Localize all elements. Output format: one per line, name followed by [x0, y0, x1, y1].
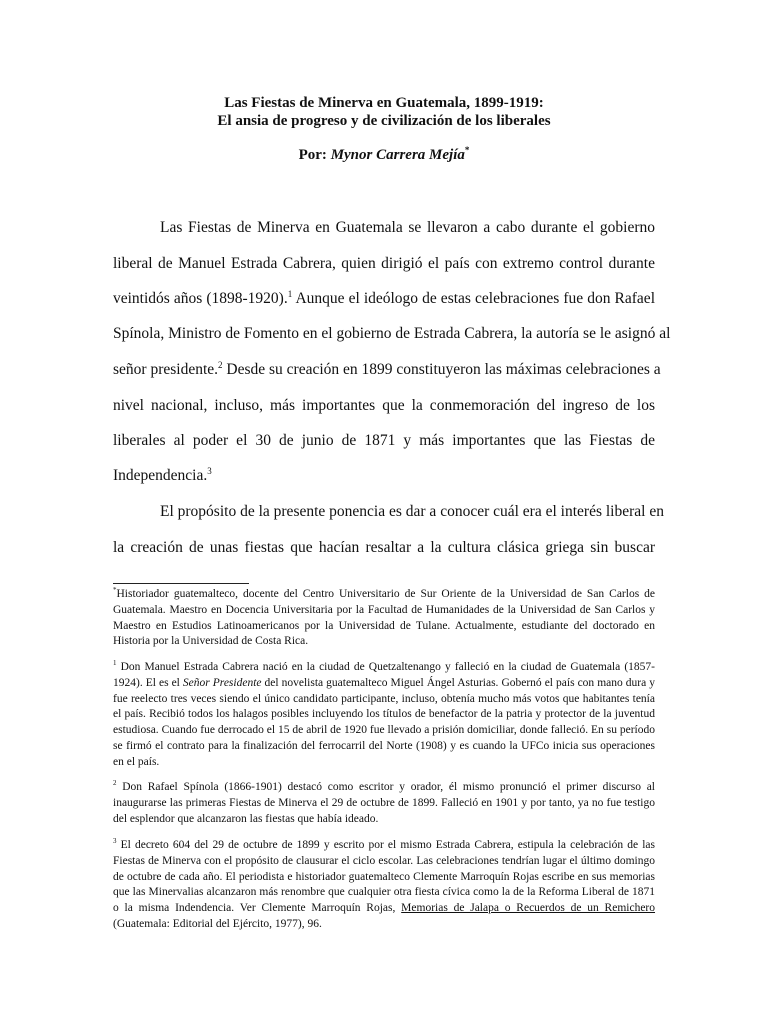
footnote-text: (Guatemala: Editorial del Ejército, 1977), 96. — [113, 917, 322, 930]
footnote-italic-title: Señor Presidente — [182, 676, 262, 689]
body-text: Desde su creación en 1899 constituyeron las máximas celebraciones a — [222, 361, 661, 378]
body-line: la creación de unas fiestas que hacían resaltar a la cultura clásica griega sin buscar — [113, 539, 655, 556]
footnote-mark: * — [113, 586, 117, 595]
footnote-2 — [113, 780, 655, 827]
body-line — [113, 359, 661, 380]
footnote-book-title: Memorias de Jalapa o Recuerdos de un Remichero — [401, 902, 656, 915]
body-line: Las Fiestas de Minerva en Guatemala se llevaron a cabo durante el gobierno — [160, 219, 655, 236]
footnote-text: del novelista guatemalteco Miguel Ángel Asturias. Gobernó el país con mano dura y fue reelecto tres veces siendo el único candidato participante, incluso, obtenía mucho más votos que habitantes tenía el país. Recibió todos los halagos posibles incluyendo los títulos de benefactor de la patria y protector de la juventud estudiosa. Cuando fue derrocado el 15 de abril de 1920 fue llevado a prisión domiciliar, donde falleció. En su período se firmó el contrato para la finalización del ferrocarril del Norte (1908) y es cuando la UFCo inicia sus operaciones en el país. — [113, 676, 655, 768]
footnote-3 — [113, 838, 655, 933]
author-prefix: Por: — [298, 147, 327, 163]
body-text: veintidós años (1898-1920). — [113, 290, 288, 307]
footnote-text: El decreto 604 del 29 de octubre de 1899 y escrito por el mismo Estrada Cabrera, estipula la celebración de las Fiestas de Minerva con el propósito de clausurar el ciclo escolar. Las celebraciones tendrían lugar el último domingo de octubre de cada año. El periodista e historiador guatemalteco Clemente Marroquín Rojas escribe en sus memorias que las Minervalias alcanzaron más renombre que cualquier otra fiesta cívica como la de la Reforma Liberal de 1871 o la misma Indendencia. Ver Clemente Marroquín Rojas, — [113, 839, 655, 915]
body-line: El propósito de la presente ponencia es dar a conocer cuál era el interés liberal en — [160, 503, 664, 520]
body-text: señor presidente. — [113, 361, 219, 378]
footnote-ref[interactable]: 2 — [218, 359, 223, 370]
body-line — [113, 289, 655, 309]
author-name: Mynor Carrera Mejía — [330, 147, 465, 163]
title-line-1: Las Fiestas de Minerva en Guatemala, 1899-1919: — [224, 95, 544, 111]
footnote-mark: 2 — [113, 779, 117, 788]
author-line — [0, 145, 768, 164]
footnote-text: Historiador guatemalteco, docente del Centro Universitario de Sur Oriente de la Universidad de San Carlos de Guatemala. Maestro en Docencia Universitaria por la Facultad de Humanidades de la Universidad de San Carlos y Maestro en Estudios Latinoamericanos por la Universidad de Tulane. Actualmente, estudiante del doctorado en Historia por la Universidad de Costa Rica. — [113, 588, 655, 648]
body-line: liberal de Manuel Estrada Cabrera, quien dirigió el país con extremo control durante — [113, 255, 655, 272]
footnote-text: Don Manuel Estrada Cabrera nació en la ciudad de Quetzaltenango y falleció en la ciudad de Guatemala (1857-1924). El es el — [113, 661, 655, 689]
footnote-mark: 3 — [113, 837, 117, 846]
footnote-1 — [113, 660, 655, 771]
body-line: liberales al poder el 30 de junio de 1871 y más importantes que las Fiestas de — [113, 432, 655, 449]
footnote-text: Don Rafael Spínola (1866-1901) destacó como escritor y orador, él mismo pronunció el primer discurso al inaugurarse las primeras Fiestas de Minerva el 29 de octubre de 1899. Falleció en 1901 y por tanto, ya no fue testigo del esplendor que alcanzaron las fiestas que había ideado. — [113, 781, 655, 825]
title-line-2: El ansia de progreso y de civilización de los liberales — [217, 113, 551, 129]
footnote-ref[interactable]: 1 — [287, 288, 293, 299]
footnote-author — [113, 587, 655, 650]
body-line — [113, 466, 655, 486]
body-line: Spínola, Ministro de Fomento en el gobierno de Estrada Cabrera, la autoría se le asignó al — [113, 325, 671, 342]
footnote-mark: 1 — [113, 659, 117, 668]
body-line: nivel nacional, incluso, más importantes que la conmemoración del ingreso de los — [113, 397, 655, 414]
body-text: Independencia. — [113, 467, 208, 484]
author-footnote-mark: * — [464, 145, 470, 155]
footnote-ref[interactable]: 3 — [207, 465, 212, 476]
footnote-separator — [113, 583, 249, 584]
body-text: Aunque el ideólogo de estas celebraciones fue don Rafael — [292, 290, 655, 307]
